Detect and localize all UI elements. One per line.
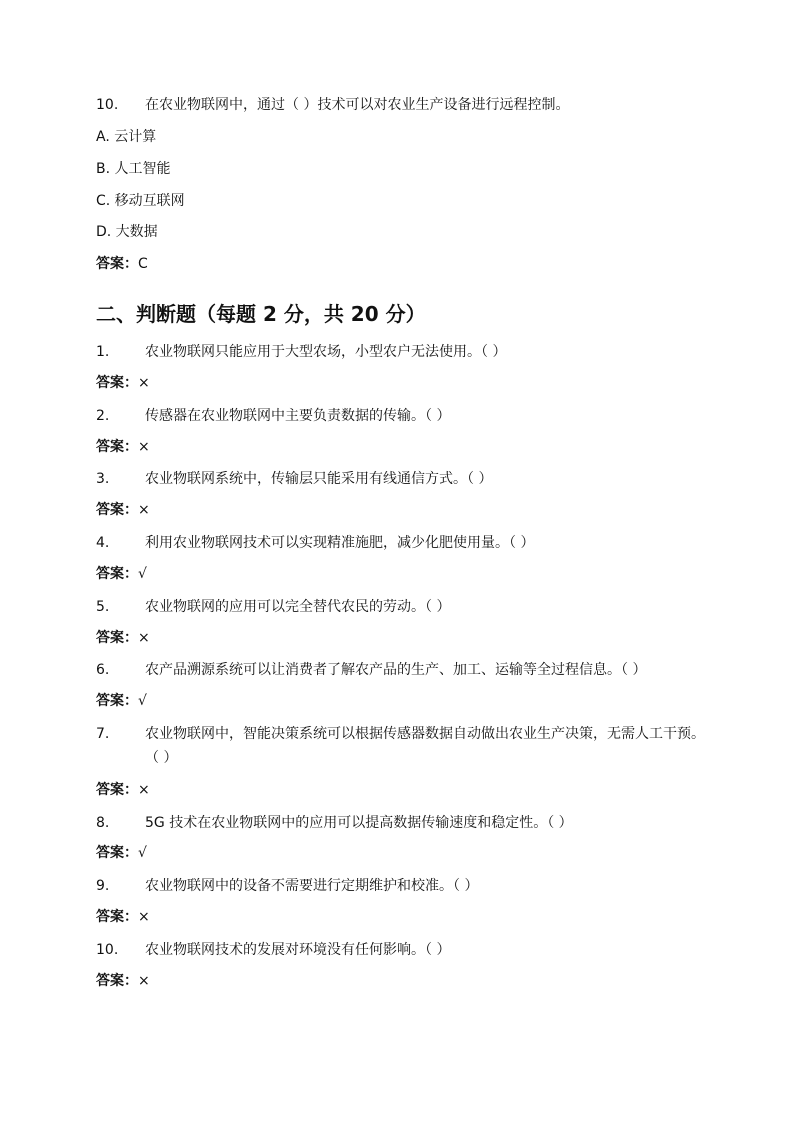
mc-question-number: 10.: [96, 97, 119, 113]
tf-question-text: 传感器在农业物联网中主要负责数据的传输。（ ）: [145, 408, 451, 424]
answer-label: 答案：: [96, 909, 138, 925]
tf-question-text: 利用农业物联网技术可以实现精准施肥，减少化肥使用量。（ ）: [145, 535, 535, 551]
tf-answer: [96, 564, 147, 584]
tf-answer: [96, 373, 150, 393]
tf-answer: [96, 437, 150, 457]
answer-label: 答案：: [96, 256, 138, 272]
answer-label: 答案：: [96, 973, 138, 989]
mc-option-a: A. 云计算: [96, 129, 157, 145]
tf-answer: [96, 780, 150, 800]
answer-label: 答案：: [96, 845, 138, 861]
answer-label: 答案：: [96, 566, 138, 582]
tf-question-number: 10.: [96, 942, 119, 958]
mc-answer: [96, 254, 148, 274]
tf-question-text: 农业物联网中，智能决策系统可以根据传感器数据自动做出农业生产决策，无需人工干预。（ ）: [145, 726, 705, 766]
answer-value: √: [138, 845, 147, 861]
tf-question-text: 农业物联网的应用可以完全替代农民的劳动。（ ）: [145, 599, 451, 615]
tf-answer: [96, 691, 147, 711]
tf-question-text: 农产品溯源系统可以让消费者了解农产品的生产、加工、运输等全过程信息。（ ）: [145, 662, 647, 678]
answer-value: ×: [138, 782, 150, 798]
mc-option-c: C. 移动互联网: [96, 193, 185, 209]
tf-answer: [96, 500, 150, 520]
answer-label: 答案：: [96, 693, 138, 709]
answer-label: 答案：: [96, 375, 138, 391]
section-title: 二、判断题（每题 2 分，共 20 分）: [96, 302, 426, 326]
tf-question-number: 3.: [96, 471, 110, 487]
answer-label: 答案：: [96, 630, 138, 646]
answer-value: √: [138, 693, 147, 709]
answer-value: √: [138, 566, 147, 582]
tf-answer: [96, 628, 150, 648]
answer-label: 答案：: [96, 502, 138, 518]
answer-label: 答案：: [96, 782, 138, 798]
answer-value: ×: [138, 439, 150, 455]
tf-answer: [96, 971, 150, 991]
answer-value: C: [138, 256, 148, 272]
tf-question-number: 6.: [96, 662, 110, 678]
answer-label: 答案：: [96, 439, 138, 455]
tf-question-text: 农业物联网中的设备不需要进行定期维护和校准。（ ）: [145, 878, 479, 894]
mc-option-d: D. 大数据: [96, 224, 158, 240]
tf-question-text: 农业物联网系统中，传输层只能采用有线通信方式。（ ）: [145, 471, 493, 487]
tf-question-number: 5.: [96, 599, 110, 615]
tf-question-number: 2.: [96, 408, 110, 424]
tf-question-number: 8.: [96, 815, 110, 831]
answer-value: ×: [138, 375, 150, 391]
tf-question-text: 农业物联网只能应用于大型农场，小型农户无法使用。（ ）: [145, 344, 507, 360]
tf-question-text: 5G 技术在农业物联网中的应用可以提高数据传输速度和稳定性。（ ）: [145, 815, 573, 831]
tf-question-number: 9.: [96, 878, 110, 894]
tf-question-number: 1.: [96, 344, 110, 360]
mc-option-b: B. 人工智能: [96, 161, 171, 177]
answer-value: ×: [138, 909, 150, 925]
tf-question-number: 4.: [96, 535, 110, 551]
answer-value: ×: [138, 630, 150, 646]
mc-question-text: 在农业物联网中，通过（ ）技术可以对农业生产设备进行远程控制。: [145, 97, 570, 113]
tf-question-text: 农业物联网技术的发展对环境没有任何影响。（ ）: [145, 942, 451, 958]
answer-value: ×: [138, 973, 150, 989]
answer-value: ×: [138, 502, 150, 518]
tf-answer: [96, 843, 147, 863]
tf-question-number: 7.: [96, 726, 110, 742]
tf-answer: [96, 907, 150, 927]
